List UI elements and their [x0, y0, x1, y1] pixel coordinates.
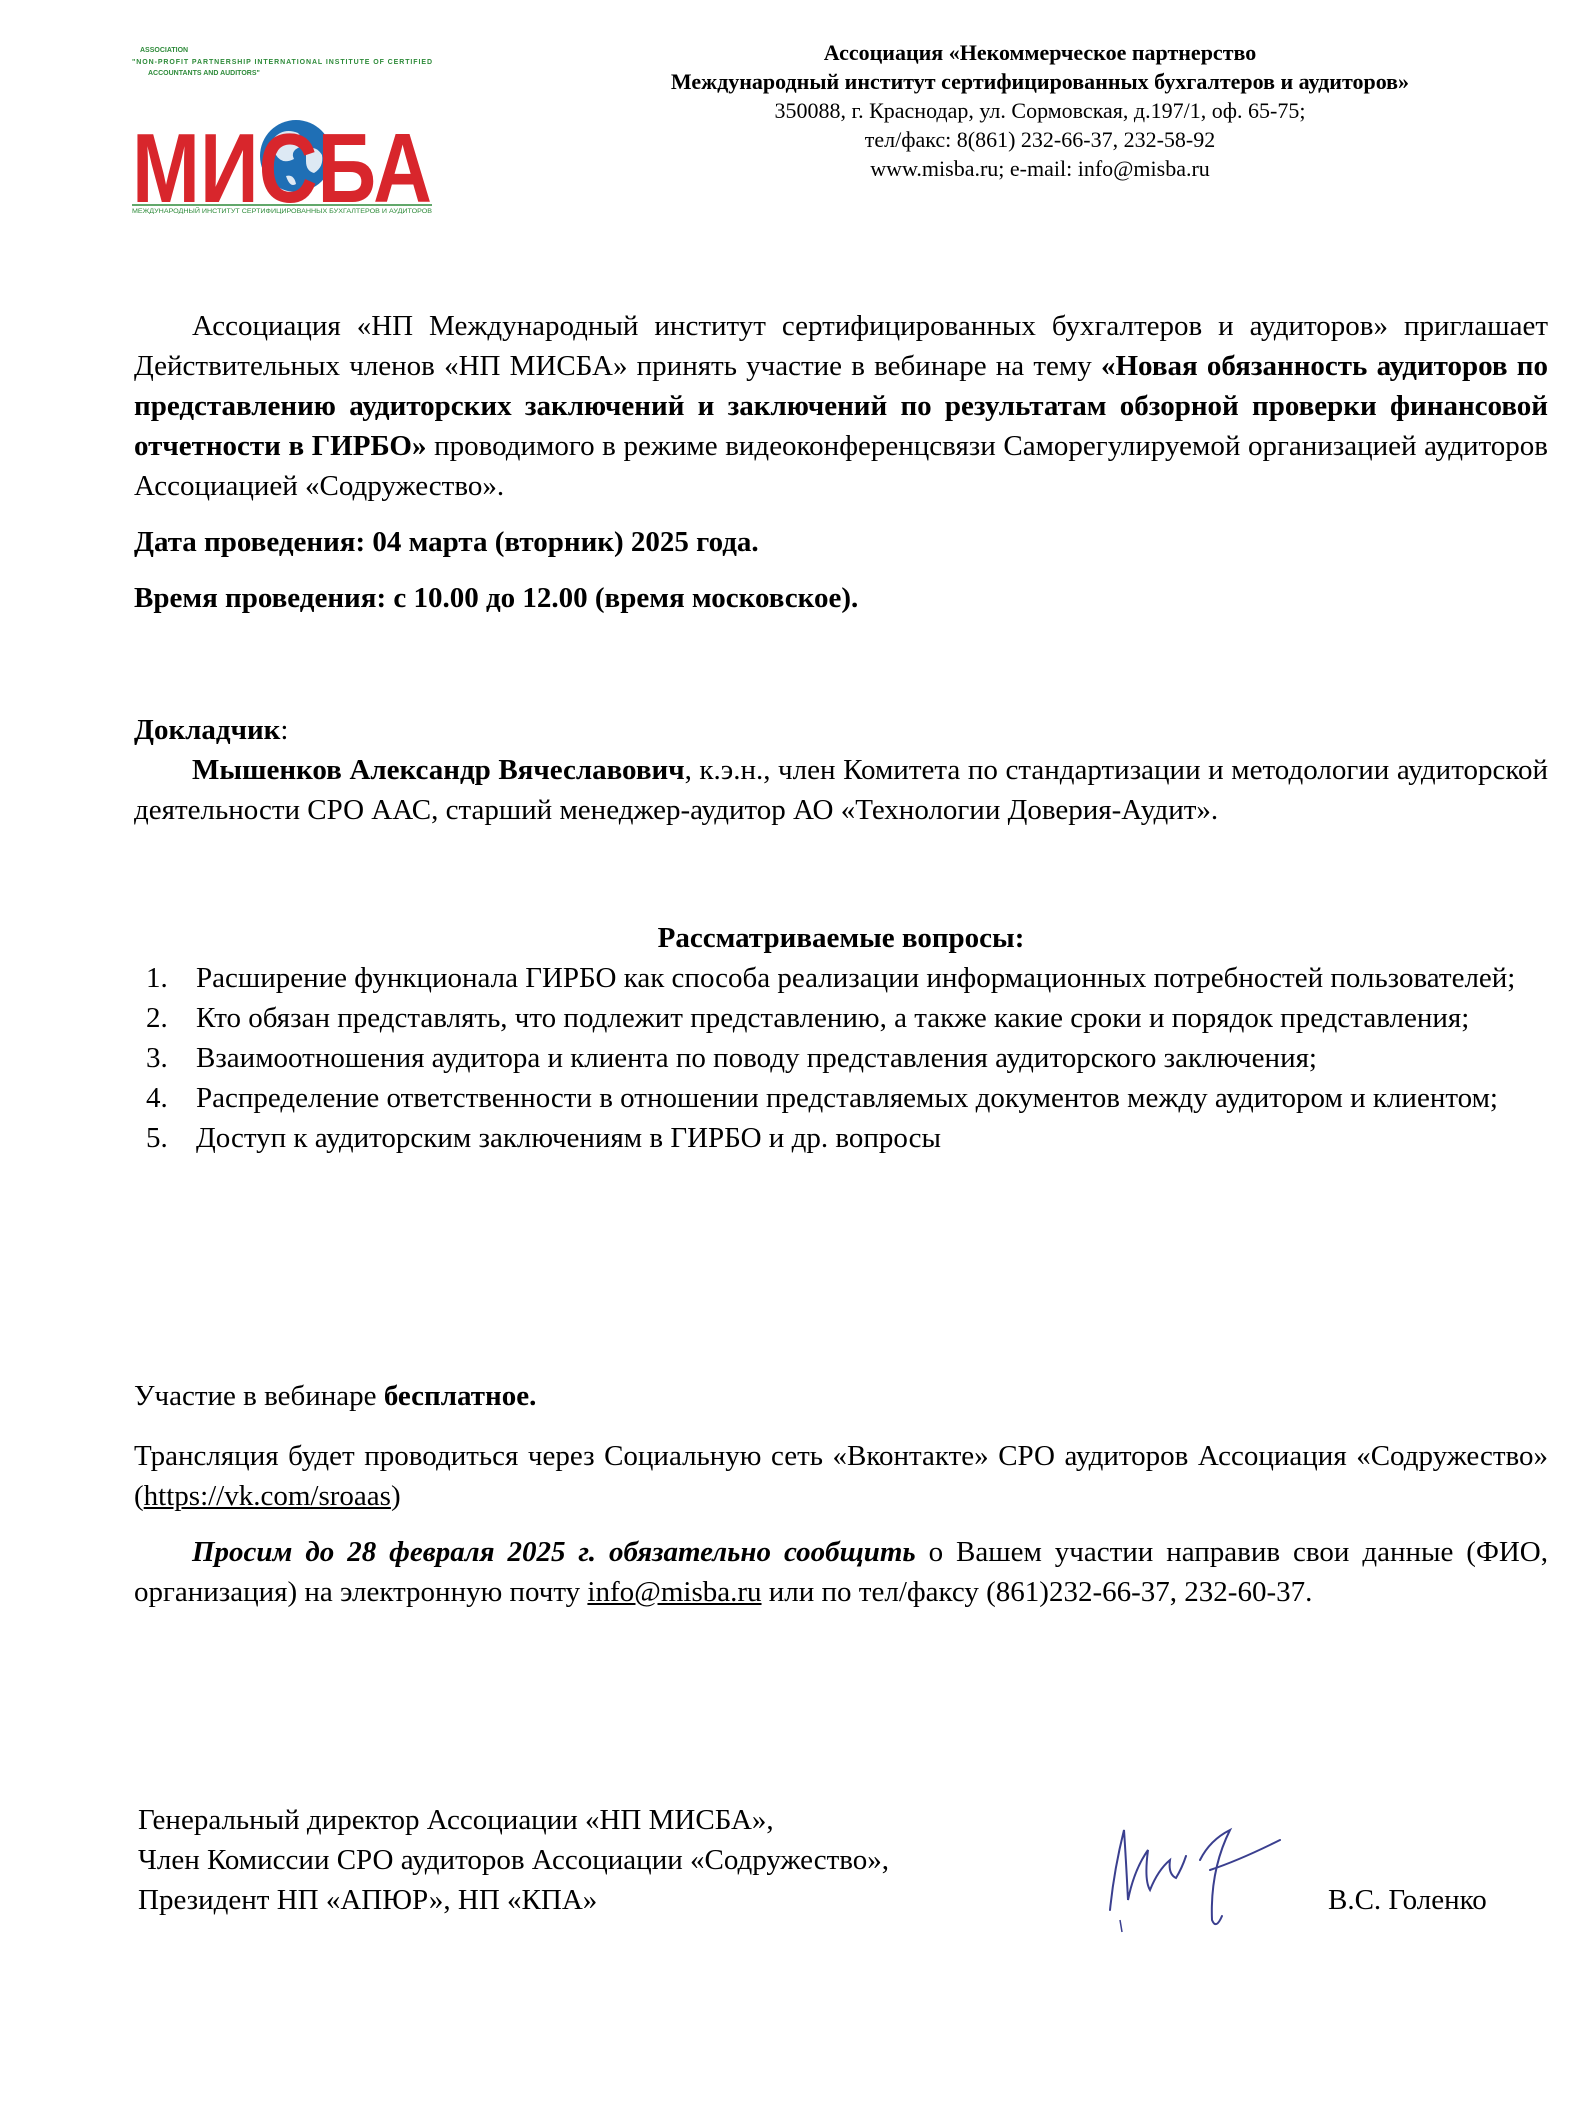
time-line: Время проведения: с 10.00 до 12.00 (время московское). — [134, 582, 859, 614]
letterhead-phone: тел/факс: 8(861) 232-66-37, 232-58-92 — [864, 127, 1216, 152]
list-item: 2. Кто обязан представлять, что подлежит представлению, а также какие сроки и порядок представления; — [146, 1002, 1470, 1034]
email-link[interactable]: info@misba.ru — [587, 1576, 762, 1608]
questions-title: Рассматриваемые вопросы: — [657, 922, 1025, 954]
speaker-heading — [134, 710, 1548, 750]
handwritten-signature — [1100, 1800, 1300, 1950]
logo-wordmark: МИСБА — [132, 113, 432, 214]
intro-text-end: проводимого в режиме видеоконференцсвязи Саморегулируемой организацией аудиторов Ассоциацией «Содружество». — [134, 430, 1548, 502]
free-participation: Участие в вебинаре бесплатное. — [134, 1380, 537, 1412]
intro-text: Ассоциация «НП Международный институт сертифицированных бухгалтеров и аудиторов» приглашает Действительных членов «НП МИСБА» принять участие в вебинаре на тему — [134, 310, 1548, 382]
logo-small-text-3: ACCOUNTANTS AND AUDITORS" — [148, 70, 260, 77]
date-line: Дата проведения: 04 марта (вторник) 2025 года. — [134, 526, 759, 558]
vk-link[interactable]: https://vk.com/sroaas — [143, 1480, 391, 1512]
signatory-title-1: Генеральный директор Ассоциации «НП МИСБА», — [138, 1804, 774, 1836]
speaker-colon: : — [280, 714, 289, 746]
request-deadline: Просим до 28 февраля 2025 г. обязательно сообщить — [192, 1536, 916, 1568]
list-item: 3. Взаимоотношения аудитора и клиента по поводу представления аудиторского заключения; — [146, 1042, 1317, 1074]
questions-list — [134, 958, 1548, 1158]
questions-section — [134, 918, 1548, 1158]
participation-section — [134, 1376, 1548, 1612]
logo-small-text-2: "NON-PROFIT PARTNERSHIP INTERNATIONAL INSTITUTE OF CERTIFIED — [132, 59, 433, 66]
speaker-details: , к.э.н., член Комитета по стандартизации и методологии аудиторской деятельности СРО ААС, старший менеджер-аудитор АО «Технологии Доверия-Аудит». — [134, 754, 1548, 826]
list-item: 4. Распределение ответственности в отношении представляемых документов между аудитором и клиентом; — [146, 1082, 1498, 1114]
list-item: 5. Доступ к аудиторским заключениям в ГИРБО и др. вопросы — [146, 1122, 941, 1154]
signatory-block — [138, 1800, 889, 1920]
signatory-name: В.С. Голенко — [1328, 1884, 1487, 1916]
letterhead-line-1: Ассоциация «Некоммерческое партнерство — [823, 40, 1257, 65]
list-item: 1. Расширение функционала ГИРБО как способа реализации информационных потребностей пользователей; — [146, 962, 1516, 994]
intro-section — [134, 306, 1548, 618]
broadcast-paragraph: Трансляция будет проводиться через Социальную сеть «Вконтакте» СРО аудиторов Ассоциация «Содружество» (https://vk.com/sroaas) — [134, 1440, 1548, 1512]
signatory-title-2: Член Комиссии СРО аудиторов Ассоциации «Содружество», — [138, 1844, 890, 1876]
speaker-label: Докладчик — [134, 714, 281, 746]
webinar-topic: «Новая обязанность аудиторов по представлению аудиторских заключений и заключений по результатам обзорной проверки финансовой отчетности в ГИРБО» — [134, 350, 1548, 462]
misba-logo — [128, 44, 438, 214]
speaker-name: Мышенков Александр Вячеславович — [192, 754, 685, 786]
letterhead-address: 350088, г. Краснодар, ул. Сормовская, д.197/1, оф. 65-75; — [774, 98, 1306, 123]
request-paragraph: Просим до 28 февраля 2025 г. обязательно сообщить о Вашем участии направив свои данные (ФИО, организация) на электронную почту info@misba.ru или по тел/факсу (861)232-66-37, 232-60-37. — [134, 1536, 1548, 1608]
speaker-paragraph — [134, 750, 1548, 830]
logo-bottom-text: МЕЖДУНАРОДНЫЙ ИНСТИТУТ СЕРТИФИЦИРОВАННЫХ БУХГАЛТЕРОВ И АУДИТОРОВ — [132, 208, 406, 214]
free-bold: бесплатное. — [383, 1380, 537, 1412]
speaker-section — [134, 710, 1548, 830]
letterhead-web: www.misba.ru; e-mail: info@misba.ru — [870, 156, 1210, 181]
signatory-title-3: Президент НП «АПЮР», НП «КПА» — [138, 1884, 598, 1916]
letterhead-line-2: Международный институт сертифицированных бухгалтеров и аудиторов» — [670, 69, 1410, 94]
letterhead — [540, 38, 1540, 183]
logo-small-text-1: ASSOCIATION — [140, 47, 189, 54]
intro-paragraph — [134, 306, 1548, 506]
